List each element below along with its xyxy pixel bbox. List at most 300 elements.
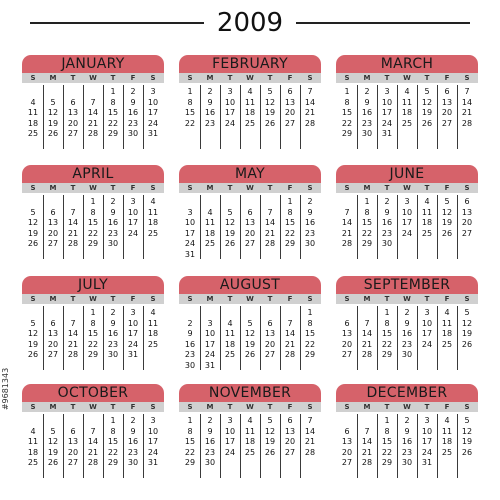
day-number: 17 xyxy=(147,437,159,446)
weekday-label: M xyxy=(206,184,214,192)
day-number: 24 xyxy=(147,447,159,457)
day-number: 5 xyxy=(227,207,233,217)
day-number: 29 xyxy=(284,239,296,248)
day-number: 23 xyxy=(401,339,413,349)
day-number: 18 xyxy=(441,437,453,446)
day-number: 4 xyxy=(150,308,156,317)
day-number: 22 xyxy=(107,447,119,457)
day-number: 31 xyxy=(381,129,393,138)
day-number: 7 xyxy=(464,87,470,96)
month-name: DECEMBER xyxy=(336,384,478,402)
month-name: JUNE xyxy=(336,165,478,183)
day-number: 13 xyxy=(47,329,59,338)
day-number: 27 xyxy=(284,118,296,128)
weekday-label: W xyxy=(89,295,97,303)
day-number: 26 xyxy=(47,129,59,138)
day-number: 30 xyxy=(304,239,316,248)
weekday-label: S xyxy=(150,184,156,192)
day-number: 6 xyxy=(344,318,350,328)
day-number: 21 xyxy=(264,228,276,238)
day-number: 12 xyxy=(224,218,236,227)
weekday-label: S xyxy=(150,403,156,411)
day-number: 28 xyxy=(87,129,99,138)
day-number: 1 xyxy=(344,87,350,96)
day-number: 11 xyxy=(27,108,39,117)
day-number: 25 xyxy=(224,350,236,359)
day-number: 20 xyxy=(284,437,296,446)
day-number: 8 xyxy=(287,207,293,217)
day-number: 17 xyxy=(381,108,393,117)
day-number: 1 xyxy=(384,308,390,317)
day-number: 7 xyxy=(70,207,76,217)
weekday-label: F xyxy=(130,295,136,303)
day-number: 15 xyxy=(107,437,119,446)
day-number: 23 xyxy=(127,118,139,128)
day-number: 21 xyxy=(461,108,473,117)
day-number: 1 xyxy=(287,197,293,206)
day-number: 9 xyxy=(130,97,136,107)
day-number: 12 xyxy=(27,329,39,338)
day-number: 12 xyxy=(461,426,473,436)
month-name: MAY xyxy=(179,165,321,183)
day-number: 29 xyxy=(87,350,99,359)
day-number: 24 xyxy=(224,447,236,457)
day-number: 6 xyxy=(287,87,293,96)
day-number: 27 xyxy=(461,228,473,238)
day-number: 26 xyxy=(264,447,276,457)
day-number: 27 xyxy=(244,239,256,248)
day-number: 17 xyxy=(204,339,216,349)
day-number: 25 xyxy=(441,339,453,349)
day-number: 16 xyxy=(184,339,196,349)
day-number: 7 xyxy=(90,97,96,107)
day-number: 18 xyxy=(244,437,256,446)
day-number: 22 xyxy=(304,339,316,349)
day-number: 11 xyxy=(401,97,413,107)
weekday-header xyxy=(179,402,321,412)
day-number: 26 xyxy=(461,339,473,349)
day-number: 27 xyxy=(341,458,353,467)
day-number: 24 xyxy=(401,228,413,238)
day-number: 25 xyxy=(244,447,256,457)
day-number: 26 xyxy=(264,118,276,128)
day-number: 31 xyxy=(147,458,159,467)
day-number: 13 xyxy=(341,437,353,446)
day-number: 19 xyxy=(461,437,473,446)
day-number: 6 xyxy=(464,197,470,206)
day-number: 12 xyxy=(421,97,433,107)
day-number: 10 xyxy=(147,426,159,436)
day-number: 13 xyxy=(341,329,353,338)
day-number: 31 xyxy=(421,458,433,467)
day-number: 17 xyxy=(421,437,433,446)
day-number: 20 xyxy=(47,228,59,238)
day-number: 13 xyxy=(284,97,296,107)
day-number: 14 xyxy=(304,426,316,436)
day-number: 5 xyxy=(247,318,253,328)
day-number: 22 xyxy=(341,118,353,128)
weekday-label: S xyxy=(30,184,36,192)
day-number: 19 xyxy=(461,329,473,338)
day-number: 19 xyxy=(244,339,256,349)
day-number: 5 xyxy=(444,197,450,206)
weekday-label: W xyxy=(246,184,254,192)
day-number: 23 xyxy=(361,118,373,128)
weekday-label: F xyxy=(287,403,293,411)
weekday-label: S xyxy=(344,184,350,192)
month-december xyxy=(336,384,478,478)
weekday-label: W xyxy=(246,74,254,82)
day-number: 28 xyxy=(284,350,296,359)
day-number: 3 xyxy=(227,87,233,96)
weekday-label: W xyxy=(246,295,254,303)
day-number: 24 xyxy=(224,118,236,128)
day-number: 19 xyxy=(421,108,433,117)
day-number: 13 xyxy=(244,218,256,227)
day-number: 16 xyxy=(107,218,119,227)
day-number: 16 xyxy=(204,108,216,117)
day-number: 17 xyxy=(401,218,413,227)
day-number: 8 xyxy=(187,426,193,436)
day-number: 6 xyxy=(247,207,253,217)
weekday-label: S xyxy=(30,74,36,82)
day-number: 15 xyxy=(184,437,196,446)
day-number: 20 xyxy=(67,447,79,457)
month-february xyxy=(179,55,321,149)
weekday-label: M xyxy=(206,295,214,303)
day-number: 23 xyxy=(204,118,216,128)
day-number: 12 xyxy=(264,97,276,107)
weekday-label: T xyxy=(70,74,76,82)
day-number: 14 xyxy=(264,218,276,227)
year-rule-right xyxy=(296,22,470,24)
weekday-header xyxy=(22,402,164,412)
month-june xyxy=(336,165,478,259)
day-number: 18 xyxy=(224,339,236,349)
weekday-header xyxy=(179,294,321,304)
day-number: 21 xyxy=(67,339,79,349)
day-number: 21 xyxy=(284,339,296,349)
day-number: 4 xyxy=(207,207,213,217)
day-number: 2 xyxy=(364,87,370,96)
day-number: 29 xyxy=(87,239,99,248)
day-number: 19 xyxy=(441,218,453,227)
day-number: 9 xyxy=(307,207,313,217)
day-number: 6 xyxy=(70,97,76,107)
day-number: 13 xyxy=(441,97,453,107)
day-number: 12 xyxy=(264,426,276,436)
weekday-label: S xyxy=(344,295,350,303)
day-number: 10 xyxy=(421,318,433,328)
day-number: 18 xyxy=(244,108,256,117)
weekday-label: S xyxy=(187,403,193,411)
weekday-label: M xyxy=(49,403,57,411)
day-number: 14 xyxy=(67,218,79,227)
day-number: 8 xyxy=(90,207,96,217)
month-name: JULY xyxy=(22,276,164,294)
weekday-header xyxy=(336,402,478,412)
day-number: 13 xyxy=(47,218,59,227)
day-number: 27 xyxy=(67,458,79,467)
day-number: 9 xyxy=(110,318,116,328)
weekday-label: W xyxy=(403,295,411,303)
day-number: 8 xyxy=(364,207,370,217)
day-number: 12 xyxy=(27,218,39,227)
day-number: 16 xyxy=(107,329,119,338)
day-number: 30 xyxy=(127,458,139,467)
weekday-label: M xyxy=(363,295,371,303)
weekday-label: M xyxy=(49,184,57,192)
day-number: 20 xyxy=(461,218,473,227)
weekday-label: F xyxy=(130,184,136,192)
day-number: 3 xyxy=(227,416,233,425)
day-number: 20 xyxy=(284,108,296,117)
weekday-label: S xyxy=(150,295,156,303)
day-number: 21 xyxy=(87,118,99,128)
day-number: 17 xyxy=(147,108,159,117)
day-number: 5 xyxy=(424,87,430,96)
day-number: 11 xyxy=(204,218,216,227)
day-number: 5 xyxy=(30,207,36,217)
stock-id: #9681343 xyxy=(1,367,10,411)
weekday-label: S xyxy=(307,295,313,303)
month-may xyxy=(179,165,321,259)
day-number: 4 xyxy=(227,318,233,328)
stock-id-watermark xyxy=(0,340,12,440)
weekday-label: F xyxy=(130,74,136,82)
day-number: 15 xyxy=(184,108,196,117)
day-number: 28 xyxy=(304,118,316,128)
weekday-label: M xyxy=(363,184,371,192)
day-number: 10 xyxy=(147,97,159,107)
day-number: 3 xyxy=(150,416,156,425)
day-number: 30 xyxy=(107,239,119,248)
weekday-header xyxy=(336,183,478,193)
day-number: 23 xyxy=(204,447,216,457)
day-number: 3 xyxy=(130,197,136,206)
weekday-label: T xyxy=(384,184,390,192)
day-number: 18 xyxy=(147,218,159,227)
day-number: 14 xyxy=(341,218,353,227)
day-number: 6 xyxy=(50,207,56,217)
day-number: 19 xyxy=(27,339,39,349)
day-number: 3 xyxy=(150,87,156,96)
day-number: 7 xyxy=(364,318,370,328)
day-number: 29 xyxy=(304,350,316,359)
weekday-label: W xyxy=(403,74,411,82)
weekday-label: W xyxy=(89,403,97,411)
day-number: 17 xyxy=(184,228,196,238)
day-number: 4 xyxy=(247,87,253,96)
day-number: 20 xyxy=(441,108,453,117)
day-number: 8 xyxy=(110,97,116,107)
day-number: 7 xyxy=(70,318,76,328)
day-number: 16 xyxy=(381,218,393,227)
day-number: 15 xyxy=(341,108,353,117)
weekday-label: S xyxy=(344,403,350,411)
day-number: 22 xyxy=(284,228,296,238)
day-number: 10 xyxy=(127,318,139,328)
day-number: 12 xyxy=(47,108,59,117)
day-number: 23 xyxy=(184,350,196,359)
day-number: 13 xyxy=(67,108,79,117)
day-number: 2 xyxy=(384,197,390,206)
month-november xyxy=(179,384,321,478)
month-april xyxy=(22,165,164,259)
day-number: 26 xyxy=(27,239,39,248)
day-number: 20 xyxy=(341,339,353,349)
weekday-label: S xyxy=(464,184,470,192)
day-number: 10 xyxy=(224,426,236,436)
weekday-label: S xyxy=(187,295,193,303)
day-number: 7 xyxy=(90,426,96,436)
day-number: 14 xyxy=(461,97,473,107)
weekday-label: F xyxy=(287,295,293,303)
day-number: 8 xyxy=(307,318,313,328)
day-number: 2 xyxy=(404,308,410,317)
day-number: 19 xyxy=(47,118,59,128)
day-number: 14 xyxy=(361,329,373,338)
day-number: 15 xyxy=(107,108,119,117)
day-number: 5 xyxy=(30,318,36,328)
day-number: 24 xyxy=(421,447,433,457)
day-number: 7 xyxy=(364,426,370,436)
month-july xyxy=(22,276,164,370)
day-number: 11 xyxy=(27,437,39,446)
weekday-label: T xyxy=(424,74,430,82)
day-number: 19 xyxy=(224,228,236,238)
day-number: 6 xyxy=(70,426,76,436)
day-number: 3 xyxy=(384,87,390,96)
weekday-header xyxy=(336,294,478,304)
day-number: 25 xyxy=(421,228,433,238)
day-number: 26 xyxy=(244,350,256,359)
weekday-label: T xyxy=(267,184,273,192)
day-number: 6 xyxy=(50,318,56,328)
weekday-label: S xyxy=(150,74,156,82)
day-number: 16 xyxy=(204,437,216,446)
day-number: 15 xyxy=(87,329,99,338)
day-number: 30 xyxy=(184,360,196,370)
day-number: 9 xyxy=(404,318,410,328)
day-number: 19 xyxy=(264,108,276,117)
day-number: 2 xyxy=(404,416,410,425)
weekday-label: W xyxy=(89,184,97,192)
weekday-label: T xyxy=(384,74,390,82)
day-number: 28 xyxy=(264,239,276,248)
day-number: 8 xyxy=(384,426,390,436)
weekday-label: F xyxy=(130,403,136,411)
day-number: 14 xyxy=(304,97,316,107)
weekday-label: T xyxy=(424,184,430,192)
day-number: 6 xyxy=(444,87,450,96)
day-number: 20 xyxy=(244,228,256,238)
day-number: 10 xyxy=(127,207,139,217)
day-number: 26 xyxy=(441,228,453,238)
day-number: 22 xyxy=(184,118,196,128)
day-number: 15 xyxy=(284,218,296,227)
day-number: 28 xyxy=(67,350,79,359)
weekday-label: F xyxy=(287,74,293,82)
day-number: 24 xyxy=(204,350,216,359)
weekday-label: T xyxy=(110,184,116,192)
day-number: 31 xyxy=(127,350,139,359)
day-number: 30 xyxy=(361,129,373,138)
year-header xyxy=(0,2,500,46)
day-number: 30 xyxy=(127,129,139,138)
day-number: 8 xyxy=(187,97,193,107)
day-number: 24 xyxy=(381,118,393,128)
day-number: 28 xyxy=(67,239,79,248)
weekday-header xyxy=(22,73,164,83)
day-number: 20 xyxy=(47,339,59,349)
day-number: 1 xyxy=(384,416,390,425)
day-number: 6 xyxy=(267,318,273,328)
day-number: 21 xyxy=(67,228,79,238)
day-number: 12 xyxy=(244,329,256,338)
day-number: 14 xyxy=(87,108,99,117)
day-number: 14 xyxy=(67,329,79,338)
day-number: 18 xyxy=(204,228,216,238)
day-number: 1 xyxy=(364,197,370,206)
day-number: 4 xyxy=(444,416,450,425)
day-number: 2 xyxy=(110,308,116,317)
day-number: 20 xyxy=(264,339,276,349)
year-title: 2009 xyxy=(216,8,284,38)
day-number: 27 xyxy=(341,350,353,359)
day-number: 29 xyxy=(361,239,373,248)
day-number: 11 xyxy=(441,318,453,328)
day-number: 29 xyxy=(184,458,196,467)
day-number: 16 xyxy=(127,437,139,446)
weekday-label: W xyxy=(89,74,97,82)
month-name: JANUARY xyxy=(22,55,164,73)
weekday-label: T xyxy=(384,403,390,411)
weekday-header xyxy=(22,294,164,304)
day-number: 30 xyxy=(401,350,413,359)
day-number: 10 xyxy=(204,329,216,338)
weekday-label: T xyxy=(70,403,76,411)
day-number: 5 xyxy=(267,87,273,96)
day-number: 23 xyxy=(107,228,119,238)
weekday-header xyxy=(179,183,321,193)
day-number: 29 xyxy=(341,129,353,138)
day-number: 3 xyxy=(404,197,410,206)
day-number: 25 xyxy=(27,458,39,467)
day-number: 3 xyxy=(130,308,136,317)
day-number: 21 xyxy=(341,228,353,238)
day-number: 8 xyxy=(384,318,390,328)
day-number: 10 xyxy=(421,426,433,436)
weekday-header xyxy=(179,73,321,83)
day-number: 31 xyxy=(204,360,216,370)
day-number: 25 xyxy=(441,447,453,457)
day-number: 6 xyxy=(287,416,293,425)
month-name: APRIL xyxy=(22,165,164,183)
day-number: 16 xyxy=(361,108,373,117)
day-number: 1 xyxy=(110,87,116,96)
day-number: 28 xyxy=(87,458,99,467)
day-number: 30 xyxy=(107,350,119,359)
day-number: 24 xyxy=(147,118,159,128)
day-number: 3 xyxy=(424,416,430,425)
day-number: 25 xyxy=(244,118,256,128)
day-number: 10 xyxy=(224,97,236,107)
weekday-label: T xyxy=(110,74,116,82)
day-number: 17 xyxy=(127,218,139,227)
weekday-label: F xyxy=(444,403,450,411)
weekday-label: S xyxy=(464,295,470,303)
